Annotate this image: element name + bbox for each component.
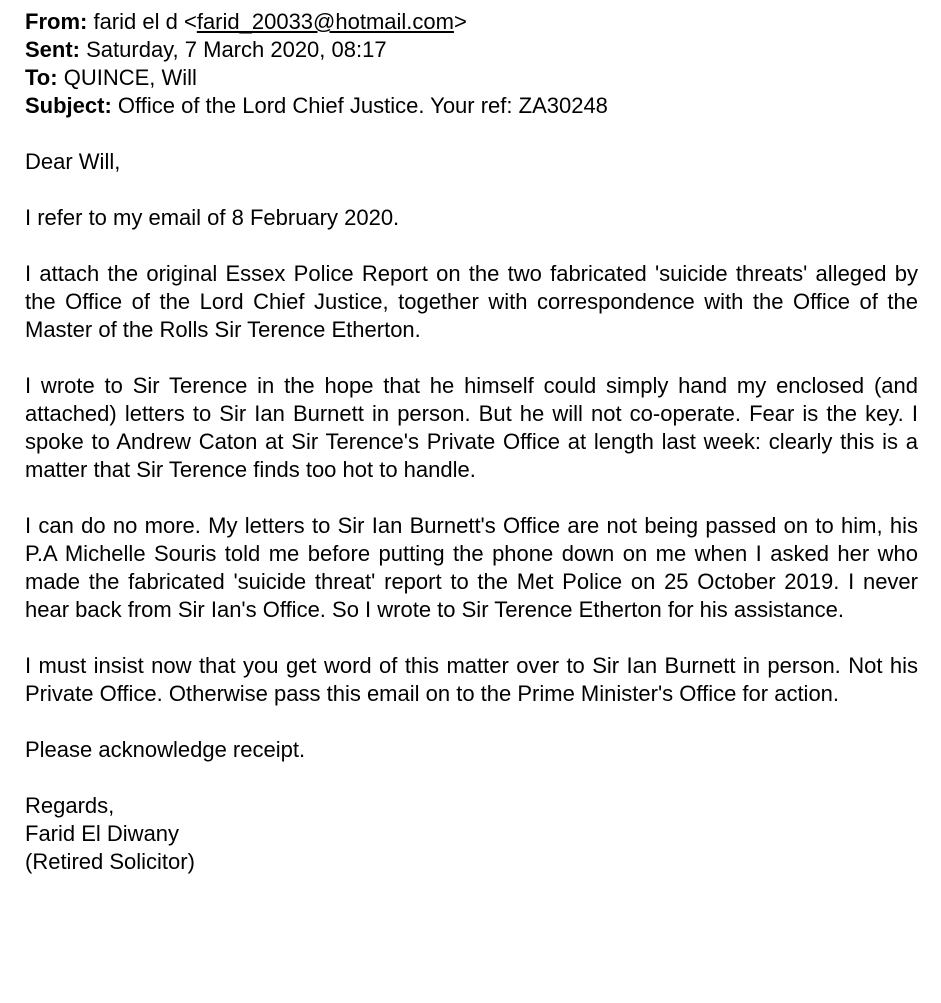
from-email-open: < <box>183 9 197 34</box>
signoff-block <box>25 792 918 876</box>
signature-title: (Retired Solicitor) <box>25 849 195 874</box>
to-value: QUINCE, Will <box>63 65 197 90</box>
body-paragraph: Please acknowledge receipt. <box>25 737 306 762</box>
signature-name: Farid El Diwany <box>25 821 180 846</box>
body-paragraph: I must insist now that you get word of this matter over to Sir Ian Burnett in person. Not his Private Office. Otherwise pass this email on to the Prime Minister's Office for action. <box>25 653 918 706</box>
to-label: To: <box>25 65 58 90</box>
body-paragraph: I attach the original Essex Police Report on the two fabricated 'suicide threats' alleged by the Office of the Lord Chief Justice, together with correspondence with the Office of the Master of the Rolls Sir Terence Etherton. <box>25 261 918 342</box>
sent-value: Saturday, 7 March 2020, 08:17 <box>86 37 387 62</box>
sent-line <box>25 36 918 64</box>
from-line <box>25 8 918 36</box>
body-paragraph: I can do no more. My letters to Sir Ian Burnett's Office are not being passed on to him, his P.A Michelle Souris told me before putting the phone down on me when I asked her who made the fabricated 'suicide threat' report to the Met Police on 25 October 2019. I never hear back from Sir Ian's Office. So I wrote to Sir Terence Etherton for his assistance. <box>25 513 918 622</box>
subject-line <box>25 92 918 120</box>
from-email-link[interactable]: farid_20033@hotmail.com <box>196 9 454 34</box>
from-email-close: > <box>453 9 467 34</box>
closing: Regards, <box>25 793 115 818</box>
sent-label: Sent: <box>25 37 80 62</box>
email-document <box>25 8 918 876</box>
from-label: From: <box>25 9 88 34</box>
body-paragraph: I wrote to Sir Terence in the hope that he himself could simply hand my enclosed (and attached) letters to Sir Ian Burnett in person. But he will not co-operate. Fear is the key. I spoke to Andrew Caton at Sir Terence's Private Office at length last week: clearly this is a matter that Sir Terence finds too hot to handle. <box>25 373 918 482</box>
body-paragraph: I refer to my email of 8 February 2020. <box>25 205 400 230</box>
subject-label: Subject: <box>25 93 112 118</box>
subject-value: Office of the Lord Chief Justice. Your ref: ZA30248 <box>117 93 608 118</box>
greeting: Dear Will, <box>25 149 121 174</box>
from-name: farid el d <box>93 9 178 34</box>
to-line <box>25 64 918 92</box>
